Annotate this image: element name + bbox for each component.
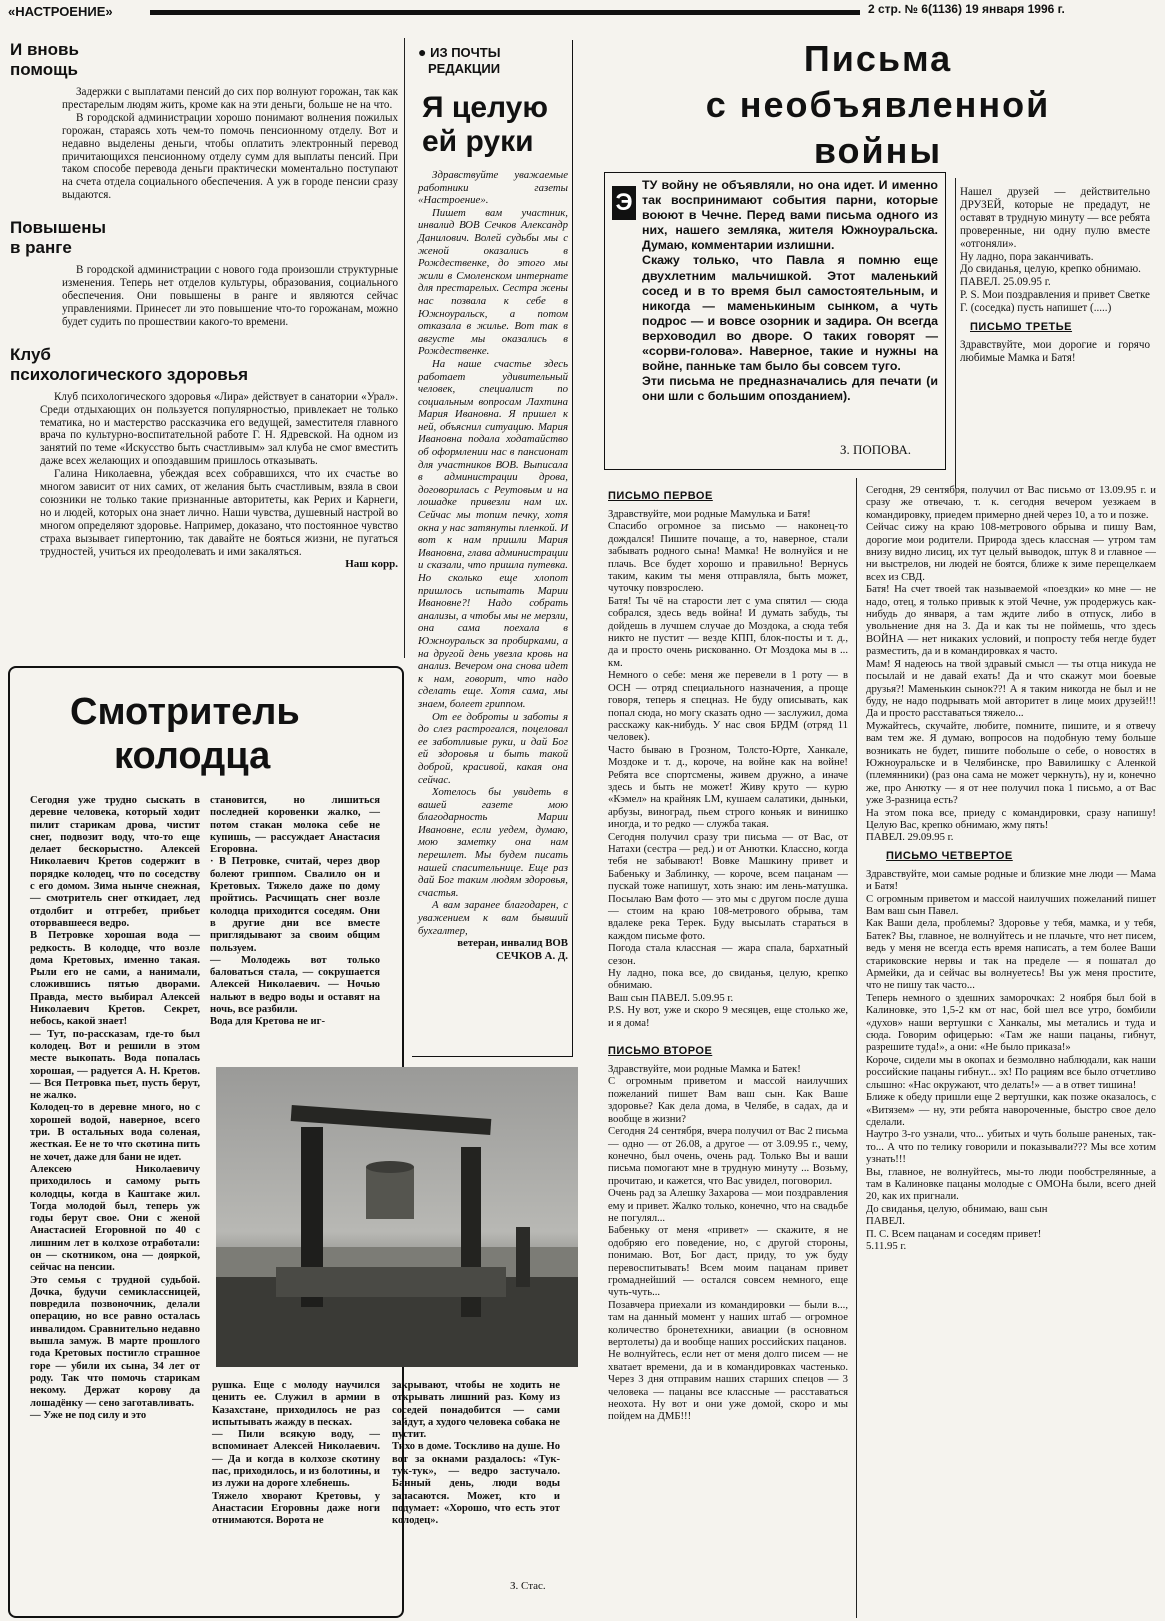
well-signature: З. Стас. (510, 1580, 546, 1592)
headline-line: помощь (10, 60, 78, 79)
paragraph: Хотелось бы увидеть в вашей газете мою благодарность Марии Ивановне, если уедем, думаю, мою заметку она нам перешлет. Мы будем писать нашей спасительнице. Еще раз дай Бог таким людям здоровья, счастья. (418, 786, 568, 899)
signature: ветеран, инвалид ВОВ СЕЧКОВ А. Д. (457, 937, 568, 962)
bullet-icon: ● (418, 44, 427, 60)
well-col3: рушка. Еще с молоду научился ценить ее. Служил в армии в Казахстане, приходилось не раз испытывать жажду в песках. — Пили всякую воду, — вспоминает Алексей Николаевич. — Да и когда в колхозе скотину пас, приходилось, и из болотины, и из лужи на дороге хлебнешь. Тяжело хворают Кретовы, у Анастасии Егоровны даже ноги отнимаются. Ворота не (212, 1380, 380, 1527)
headline-line: ей руки (422, 125, 534, 158)
letter-text: Здравствуйте, мои самые родные и близкие мне люди — Мама и Батя! С огромным приветом и массой наилучших пожеланий пишет Вам ваш сын Павел. Как Ваши дела, проблемы? Здоровье у тебя, мамка, и у тебя, Батек? Вы, главное, не волнуйтесь и не плачьте, что нет писем, ведь у меня не всегда есть время написать, а тем более Ваши стариковские нервы и так на пределе — я пошатал до Армейки, да и сейчас вы волнуетесь! Вы уж меня простите, что не пишу так часто... Теперь немного о здешних заморочках: 2 ноября был бой в Калиновке, это 1,5-2 км от нас, бой шел все утро, бомбили «духов» наши вертушки с Ханкалы, мы метались и туда и сюда. Говорим офицерью: «Там же наши пацаны, гибнут, разрешите туда!», а они: «Не было приказа!» Короче, сидели мы в окопах и безмолвно наблюдали, как наши российские пацаны гибнут... эх! По рациям все было отчетливо слышно: «Нас окружают, что делать!» — а в ответ тишина! Ближе к обеду пришли еще 2 вертушки, как позже оказалось, с «Витязем» — ну, эти ребята навороченные, быстро свое дело сделали. Наутро 3-го узнали, что... убитых и чуть больше раненых, так-то... А что по телику говорили и показывали??? Мы все хотим узнать!!! Вы, главное, не волнуйтесь, мы-то люди пообстрелянные, а там в Калиновке пацаны молодые с ОМОНа были, всего дней 20, как их пригнали. До свиданья, целую, обнимаю, ваш сын ПАВЕЛ. П. С. Всем пацанам и соседям привет! 5.11.95 г. (866, 867, 1156, 1252)
news-column (10, 40, 398, 571)
well-photo (216, 1067, 578, 1367)
letter1-end (960, 186, 1150, 365)
headline-line: психологического здоровья (10, 364, 249, 384)
headline-line: в ранге (10, 238, 72, 258)
headline-line: колодца (114, 735, 271, 777)
headline-line: И вновь (10, 40, 79, 59)
letter-one (608, 484, 848, 1423)
rubric-line: ИЗ ПОЧТЫ (430, 45, 501, 60)
headline-help (10, 40, 398, 80)
headline-line: войны (813, 130, 943, 171)
intro-text: ТУ войну не объявляли, но она идет. И именно так воспринимают события парни, которые воюют в Чечне. Перед вами письма одного из них, нашего земляка, жителя Южноуральска. Думаю, комментарии излишни. Скажу только, что Павла я помню еще двухлетним мальчишкой. Этот маленький сосед и в то время был самостоятельным, и никогда — маменькиным сынком, а чуть подрос — и вовсе озорник и задира. Он всегда верховодил во дворе. О таких говорят — «сорви-голова». Наверное, такие и нужны на войне, панньке там было бы совсем туго. Эти письма не предназначались для печати (и они шли с большим опозданием). (642, 178, 938, 404)
paragraph: Здравствуйте уважаемые работники газеты «Настроение». (418, 169, 568, 207)
article-rank-body (62, 264, 398, 329)
paragraph: А вам заранее благодарен, с уважением к вам бывший бухгалтер, (418, 899, 568, 937)
headline-line: Повышены (10, 218, 106, 238)
article-club-body (40, 391, 398, 572)
issue-info: 2 стр. № 6(1136) 19 января 1996 г. (868, 2, 1065, 16)
letter-text: Сегодня, 29 сентября, получил от Вас письмо от 13.09.95 г. и сразу же отвечаю, т. к. сегодня вечером уезжаем в командировку, приедем примерно дней через 10, а то и позже. Сейчас сижу на краю 108-метрового обрыва и пишу Вам, дорогие мои родители. Природа здесь классная — утром там внизу видно лисиц, их тут целый выводок, штук 8 и главное — ни выстрелов, ни людей не боятся, ближе к зиме перещелкаем всех из СВД. Батя! На счет твоей так называемой «поездки» ко мне — не надо, отец, я только привык к этой Чечне, уж продержусь как-нибудь до января, а там ждите либо в отпуск, либо в увольнение дня на 3. Да и как ты не поймешь, что здесь ВОЙНА — нет никаких условий, и попросту тебя негде будет разместить, да и в командировках я часто. Мам! Я надеюсь на твой здравый смысл — ты отца никуда не посылай и не давай ехать! Да и что скажут мои боевые друзья?! Маменькин сынок??! А я таким никогда не был и не буду, не надо подрывать мой авторитет в лице моих друзей!!! Да и просто расставаться тяжело... Мужайтесь, скучайте, любите, помните, пишите, и я отвечу вам тем же. Я думаю, вопросов на подобную тему больше возникать не будет, пишите побольше о себе, о новостях в Южноуральске и в Челябинске, про Вавилишку с Аленкой (племянники) (раз она сама не может черкнуть), ну и, конечно же, про Анютку — я от нее получил пока 1 письмо, а от Вас уже 3-разница есть? На этом пока все, приеду с командировки, сразу напишу! Целую Вас, крепко обнимаю, жму пять! ПАВЕЛ. 29.09.95 г. (866, 484, 1156, 844)
letter-text: Нашел друзей — действительно ДРУЗЕЙ, которые не предадут, не оставят в трудную минуту — все ребята проверенные, ни одну пулю вместе «отгоняли». Ну ладно, пора заканчивать. До свиданья, целую, крепко обнимаю. ПАВЕЛ. 25.09.95 г. Р. S. Мои поздравления и привет Светке Г. (соседка) пусть напишет (.....) (960, 186, 1151, 315)
letter-text: Здравствуйте, мои дорогие и горячо любимые Мамка и Батя! (960, 339, 1150, 364)
mail-frame (412, 40, 573, 1057)
letter-text: Здравствуйте, мои родные Мамка и Батек! С огромным приветом и массой наилучших пожеланий пишет Вам ваш сын. Как Ваше здоровье? Как дела дома, в Челябе, в садах, да и вообще в жизни? Сегодня 24 сентября, вчера получил от Вас 2 письма — одно — от 26.08, а другое — от 3.09.95 г., чему, конечно, был очень, очень рад. Только Вы и ваши письма помогают мне в трудную минуту ... Возьму, прочитаю, и кажется, что Вас увидел, поговорил. Очень рад за Алешку Захарова — мои поздравления ему и привет. Жалко только, конечно, что на свадьбе не погулял... Бабеньку от меня «привет» — скажите, я не одобряю его поведение, но, с другой стороны, понимаю. Вот, Бог даст, приду, то уж буду перевоспитывать! Всем моим пацанам привет громаднейший — остался совсем немного, еще чуть-чуть... Позавчера приехали из командировки — были в..., там на данный момент у наших штаб — огромное количество бронетехники, авиации (в основном вертолеты) да и вообще наших российских пацанов. Не волнуйтесь, если нет от меня долго писем — не хватает времени, да и в командировках частенько. Через 3 дня отправим наших старших спецов — 3 человека — пацаны все классные — расставаться неохота. Ну вот и они уже домой, скоро и мы пойдем на ДМБ!!! (608, 1063, 848, 1423)
paragraph: Задержки с выплатами пенсий до сих пор волнуют горожан, так как престарелым людям жить, кроме как на эти деньги, больше не на что. (62, 86, 398, 111)
paragraph: На наше счастье здесь работает удивительный человек, специалист по социальным вопросам Лахтина Мария Ивановна. Я пришел к ней, объяснил ситуацию. Мария Ивановна подала ходатайство об оформлении нас в пансионат для участников ВОВ. Выписала в администрации дрова, договорилась с Реутовым и на лошадке привезли нам их. Сейчас мы топим печку, хотя окна у нас затянуты пленкой. И вот к нам пришли Мария Ивановна, глава администрации и сказали, что пришла путевка. Но сколько еще хлопот пришлось испытать Марии Ивановне?! Надо собрать анализы, а чтобы мы не мерзли, она сама поехала в Южноуральск за пробирками, а на другой день увезла кровь на анализ. Вечером она снова идет к нам, говорит, что надо сделать еще. Хотя сама, мы знаем, болеет гриппом. (418, 357, 568, 710)
headline-rank (10, 218, 398, 258)
paragraph: Клуб психологического здоровья «Лира» действует в санатории «Урал». Среди отдыхающих он пользуется популярностью, привлекает не только тематика, но и мастерство рассказчика его ведущей, заместителя главного врача по культурно-воспитательной работе Г. Н. Ядревской. На одном из занятий по теме «Искусство быть счастливым» зал клуба не смог вместить даже всех желающих и опоздавшим пришлось отказывать. (40, 390, 398, 468)
headline-line: с необъявленной (705, 84, 1051, 125)
letter-text: Здравствуйте, мои родные Мамулька и Батя! Спасибо огромное за письмо — наконец-то дождался! Пишите почаще, а то, наверное, стали забывать родного сына! Мамка! Не волнуйся и не плачь. Все будет хорошо и правильно! Вернусь таким, каким ты меня отправляла, быть может, чуточку повзрослею. Батя! Ты чё на старости лет с ума спятил — сюда собрался, здесь ведь война! И думать забудь, ты дойдешь в лучшем случае до Моздока, а сюда тебя никто не пустит — везде КПП, блок-посты и т. д., да и просто очень рискованно. От Моздока мы в ... км. Немного о себе: меня же перевели в 1 роту — в ОСН — отряд специального назначения, а проще говоря, теперь я спецназ. Не буду описывать, как попал сюда, но могу сказать одно — заслужил, дома расскажу как-нибудь. У нас своя БРДМ (отряд 11 человек). Часто бываю в Грозном, Толсто-Юрте, Ханкале, Моздоке и т. д., короче, на войне как на войне! Ребята все спортсмены, живем дружно, а иначе здесь и быть не может! Живу круто — курю «Кэмел» на крайняк LM, кушаем салатики, дыньки, арбузы, виноград, пьем строго коньяк и винишко иногда, и то редко — служба такая. Сегодня получил сразу три письма — от Вас, от Натахи (сестра — ред.) и от Анютки. Классно, когда тебя не забывают! Вовке Машкину привет и Бабеньку и Заблинку, — короче, всем пацанам — пускай тоже напишут, хоть знаю: им лень-матушка. Посылаю Вам фото — это мы с другом после душа — стоим на краю 108-метрового обрыва, там вдалеке река Терек. Буду высылать стараться в каждом письме фото. Погода стала классная — жара спала, бархатный сезон. Ну ладно, пока все, до свиданья, целую, крепко обнимаю. Ваш сын ПАВЕЛ. 5.09.95 г. P.S. Ну вот, уже и скоро 9 месяцев, еще столько же, и я дома! (608, 508, 848, 1029)
headline-club (10, 345, 398, 385)
well-col4: закрывают, чтобы не ходить не открывать лишний раз. Кому из соседей понадобится — сами зайдут, а худого человека собака не пустит. Тихо в доме. Тоскливо на душе. Но вот за окнами раздалось: «Тук-тук-тук», — ведро застучало. Банный день, люди воды запасаются. Может, кто и подумает: «Хорошо, что есть этот колодец». (392, 1380, 560, 1527)
letters-headline (598, 36, 1158, 174)
intro-signature: З. ПОПОВА. (840, 442, 912, 457)
paragraph: В городской администрации с нового года произошли структурные изменения. Теперь нет отделов культуры, образования, социального обеспечения. Они повышены в ранге и являются сейчас управлениями. Принесет ли это повышение что-то горожанам, можно будет судить по прошествии какого-то времени. (62, 264, 398, 328)
drop-cap: Э (612, 186, 636, 220)
paragraph: Пишет вам участник, инвалид ВОВ Сечков Александр Данилович. Волей судьбы мы с женой оказались в Рождественке, до этого мы жили в Смоленском интернате для престарелых. Сестра жены нас позвала к себе в Южноуральск, а потом отказала в жилье. Вот так в августе мы оказались в Рождественке. (418, 206, 568, 358)
letter-three-title: ПИСЬМО ТРЕТЬЕ (970, 321, 1073, 334)
headline-line: Клуб (10, 344, 51, 364)
headline-line: Смотритель (70, 691, 300, 733)
well-headline (70, 690, 300, 778)
letter-three-four (866, 484, 1156, 1252)
signature: Наш корр. (345, 558, 398, 571)
header-rule (150, 10, 860, 15)
paragraph: От ее доброты и заботы я до слез растрогался, поцеловал ее заботливые руки, и дай Бог ей здоровья и быть такой доброй, красивой, какая она сейчас. (418, 710, 568, 786)
rubric-line: РЕДАКЦИИ (428, 61, 501, 76)
well-col2: становится, но лишиться последней коровенки жалко, — потом стакан молока себе не купишь, — рассуждает Анастасия Егоровна. · В Петровке, считай, через двор болеют гриппом. Свалило он и Кретовых. Тяжело даже по дому пройтись. Расчищать снег возле колодца приходится соседям. Они в другие дни все вместе приглядывают за своим общим пользуем. — Молодежь вот только баловаться стала, — сокрушается Алексей Николаевич. — Ночью нальют в ведро воды и оставят на ночь, все разбили. Вода для Кретова не иг- (210, 795, 380, 1028)
letter-two-title: ПИСЬМО ВТОРОЕ (608, 1045, 713, 1058)
letter-one-title: ПИСЬМО ПЕРВОЕ (608, 490, 713, 502)
section-name: «НАСТРОЕНИЕ» (8, 4, 113, 19)
letter-four-title: ПИСЬМО ЧЕТВЕРТОЕ (886, 849, 1013, 862)
paragraph: В городской администрации хорошо понимают волнения пожилых горожан, стараясь хоть чем-то помочь пенсионному отделу. Вот и недавно выделены деньги, чтобы оплатить электронный перевод причитающихся пенсионному отделу сумм для выплаты пенсий. При таком способе перевода деньги практически моментально поступают на счета отдела социального обеспечения. А уж в городе пенсии сразу выдаются. (62, 111, 398, 202)
headline-line: Я целую (422, 91, 548, 124)
well-col1: Сегодня уже трудно сыскать в деревне человека, который ходит пилит старикам дрова, чистит снег, подвозит воду, что-то еще делает бескорыстно. Алексей Николаевич Кретов содержит в порядке колодец, что по соседству с его домом. Зима нынче снежная, — смотритель снег откидает, лед отдолбит и отгребет, прибьет оторвавшееся ведро. В Петровке хорошая вода — редкость. В колодце, что возле дома Кретовых, именно такая. Рыли его не сами, а нанимали, сложившись пятью дворами. Правда, место выбирал Алексей Николаевич Кретов. Секрет, небось, какой знает! — Тут, по-рассказам, где-то был колодец. Вот и решили в этом месте выкопать. Вода попалась хорошая, — радуется А. Н. Кретов. — Вся Петровка пьет, пусть берут, не жалко. Колодец-то в деревне много, но с хорошей водой, наверное, всего три. В остальных вода соленая, жесткая. Ее не то что скотина пить не хочет, даже для бани не идет. Алексею Николаевичу приходилось и самому рыть колодцы, когда в Каштаке жил. Тогда молодой был, теперь уж годы берут свое. Они с женой Анастасией Егоровной по 40 с лишним лет в колхозе отработали: он — скотником, она — дояркой, сейчас на пенсии. Это семья с трудной судьбой. Дочка, будучи семиклассницей, повредила позвоночник, делали операцию, но все равно осталась инвалидом. Сравнительно недавно вышла замуж. В марте прошлого года Кретовых постигло страшное горе — убили их сына, 34 лет от роду. Так что помочь старикам некому. Держат корову да лошадёнку — сено заготавливать. — Уже не под силу и это (30, 795, 200, 1421)
paragraph: Галина Николаевна, убеждая всех собравшихся, что их счастье во многом зависит от них самих, от желания быть счастливым, взяла в свои союзники не только такие признанные авторитеты, как Рерих и Карнеги, но и людей, которых она знает лично. Наши чувства, душевный настрой во многом определяют здоровье. Например, доказано, что постоянное чувство страха вызывает гипертонию, так давайте не бояться жизни, не пугаться трудностей, учиться их преодолевать и ими закаляться. (40, 468, 398, 558)
headline-line: Письма (803, 38, 953, 79)
article-help-body (62, 86, 398, 202)
well-icon (216, 1067, 578, 1367)
